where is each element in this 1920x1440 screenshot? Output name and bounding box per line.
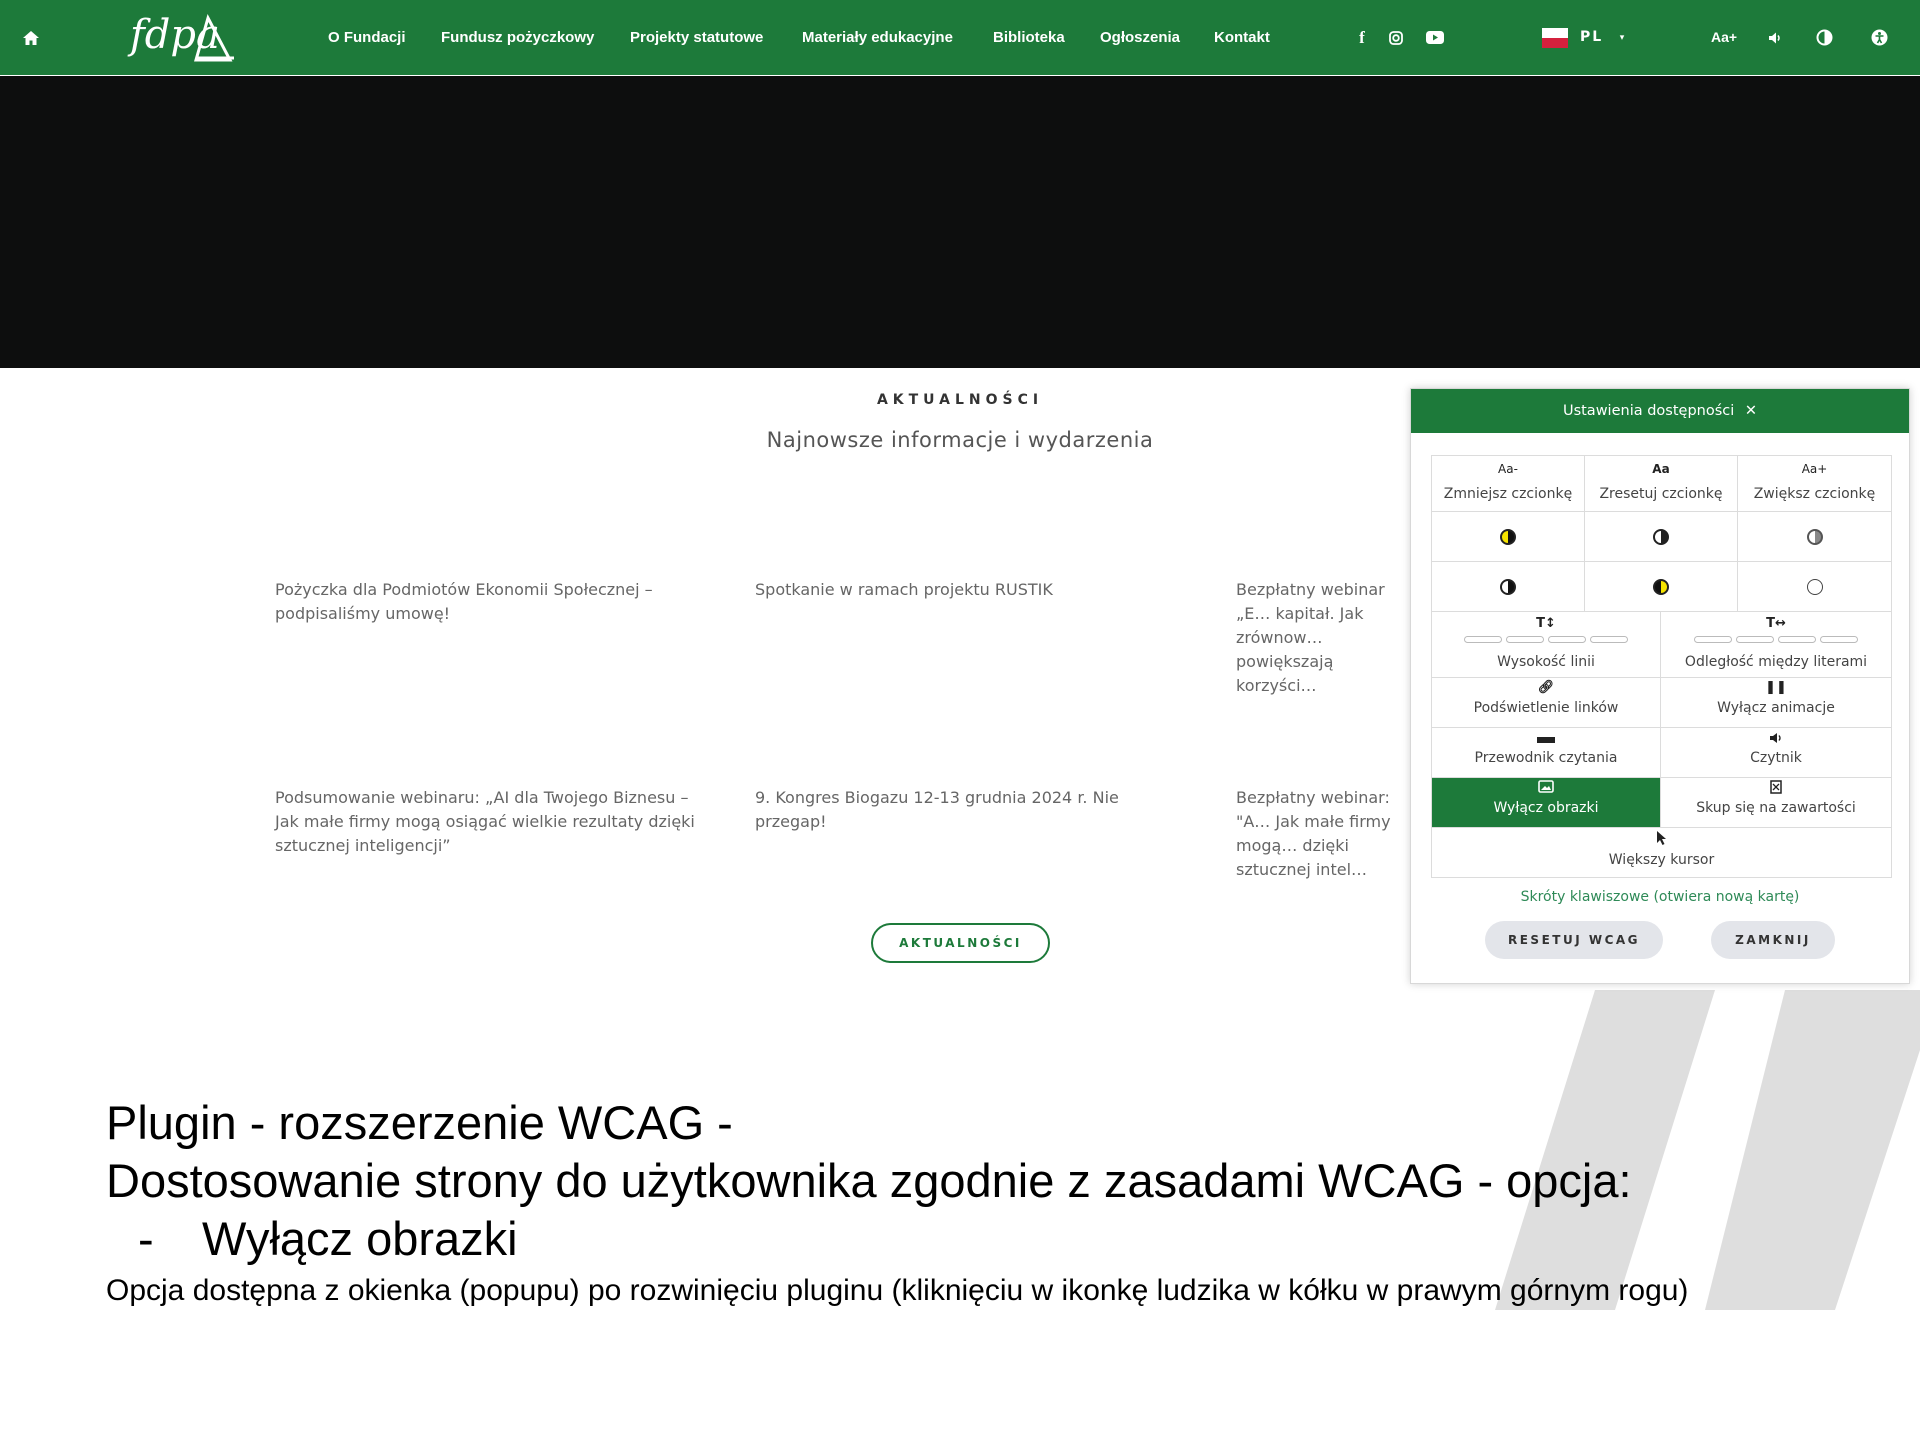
highlight-links-button[interactable] [1432, 678, 1661, 728]
news-item-title[interactable]: 9. Kongres Biogazu 12-13 grudnia 2024 r. Nie przegap! [755, 788, 1119, 831]
news-item-title[interactable]: Podsumowanie webinaru: „AI dla Twojego Biznesu – Jak małe firmy mogą osiągać wielkie rezultaty dzięki sztucznej inteligencji” [275, 788, 695, 855]
contrast-light-button[interactable] [1738, 562, 1891, 612]
close-panel-button[interactable]: ZAMKNIJ [1711, 921, 1835, 959]
stop-animations-label: Wyłącz animacje [1717, 700, 1835, 716]
decorative-stripes [1490, 990, 1920, 1310]
bigger-cursor-button[interactable] [1432, 828, 1891, 877]
slide-bullet-text: Wyłącz obrazki [202, 1212, 518, 1265]
focus-content-button[interactable] [1661, 778, 1891, 828]
contrast-yellow-black-button[interactable] [1432, 512, 1585, 562]
accessibility-settings-panel [1410, 388, 1910, 984]
stop-animations-button[interactable] [1661, 678, 1891, 728]
link-icon: 🔗︎ [1537, 680, 1555, 695]
close-icon[interactable]: ✕ [1744, 403, 1758, 419]
font-increase-icon: Aa+ [1801, 462, 1828, 476]
accessibility-icon[interactable] [1868, 0, 1890, 75]
home-icon[interactable] [18, 0, 44, 75]
youtube-icon[interactable] [1424, 0, 1446, 75]
pause-icon: ❚❚ [1765, 680, 1787, 695]
inverted-circle-icon [1500, 579, 1516, 595]
increase-font-label: Zwiększ czcionkę [1753, 486, 1876, 502]
reading-guide-button[interactable] [1432, 728, 1661, 778]
nav-o-fundacji[interactable]: O Fundacji [328, 29, 406, 46]
letter-spacing-label: Odległość między literami [1684, 654, 1868, 670]
instagram-icon[interactable] [1386, 0, 1406, 75]
slide-bullet-marker: - [138, 1212, 154, 1265]
cursor-icon [1432, 830, 1891, 849]
decrease-font-button[interactable] [1432, 456, 1585, 512]
logo-text: fdpa [130, 12, 220, 58]
half-yellow-right-circle-icon [1653, 579, 1669, 595]
fdpa-logo[interactable] [130, 8, 240, 68]
letter-spacing-level-indicator [1661, 636, 1891, 643]
half-yellow-circle-icon [1500, 529, 1516, 545]
contrast-grayscale-button[interactable] [1738, 512, 1891, 562]
nav-fundusz-pozyczkowy[interactable]: Fundusz pożyczkowy [441, 29, 595, 46]
nav-kontakt[interactable]: Kontakt [1214, 29, 1270, 46]
slide-title-line-1: Plugin - rozszerzenie WCAG - [106, 1096, 733, 1149]
speaker-icon[interactable] [1765, 0, 1785, 75]
image-icon [1432, 780, 1660, 796]
news-item-title[interactable]: Spotkanie w ramach projektu RUSTIK [755, 580, 1053, 599]
nav-materialy-edukacyjne[interactable]: Materiały edukacyjne [802, 29, 953, 46]
focus-content-label: Skup się na zawartości [1696, 800, 1856, 816]
panel-header [1411, 389, 1909, 433]
slide-title-line-2: Dostosowanie strony do użytkownika zgodnie z zasadami WCAG - opcja: [106, 1154, 1632, 1207]
focus-icon [1661, 780, 1891, 797]
reading-guide-label: Przewodnik czytania [1474, 750, 1618, 766]
screen-reader-button[interactable] [1661, 728, 1891, 778]
empty-circle-icon [1807, 579, 1823, 595]
contrast-high-button[interactable] [1585, 512, 1738, 562]
line-height-icon: T↕ [1536, 616, 1556, 631]
screen-reader-label: Czytnik [1750, 750, 1802, 766]
news-all-button[interactable]: AKTUALNOŚCI [871, 923, 1050, 963]
nav-ogloszenia[interactable]: Ogłoszenia [1100, 29, 1181, 46]
line-height-button[interactable] [1432, 612, 1661, 678]
hero-banner [0, 76, 1920, 368]
news-item-title[interactable]: Pożyczka dla Podmiotów Ekonomii Społecznej – podpisaliśmy umowę! [275, 580, 653, 623]
news-section-kicker: AKTUALNOŚCI [876, 392, 1044, 408]
font-decrease-icon: Aa- [1498, 462, 1518, 476]
ruler-icon [1432, 732, 1660, 746]
line-height-level-indicator [1432, 636, 1660, 643]
contrast-black-yellow-button[interactable] [1585, 562, 1738, 612]
chevron-down-icon[interactable]: ▾ [1619, 32, 1625, 43]
disable-images-label: Wyłącz obrazki [1493, 800, 1599, 816]
half-gray-circle-icon [1807, 529, 1823, 545]
language-selector[interactable]: PL [1580, 29, 1604, 45]
increase-font-button[interactable] [1738, 456, 1891, 512]
decrease-font-label: Zmniejsz czcionkę [1443, 486, 1573, 502]
letter-spacing-button[interactable] [1661, 612, 1891, 678]
nav-projekty-statutowe[interactable]: Projekty statutowe [630, 29, 764, 46]
top-navigation-bar [0, 0, 1920, 75]
contrast-icon[interactable] [1813, 0, 1835, 75]
half-black-circle-icon [1653, 529, 1669, 545]
speaker-icon [1661, 732, 1891, 747]
contrast-inverted-button[interactable] [1432, 562, 1585, 612]
letter-spacing-icon: T↔ [1766, 616, 1786, 631]
reset-wcag-button[interactable]: RESETUJ WCAG [1485, 921, 1663, 959]
font-reset-icon: Aa [1652, 462, 1670, 476]
nav-biblioteka[interactable]: Biblioteka [993, 29, 1065, 46]
font-size-toggle[interactable]: Aa+ [1711, 29, 1738, 45]
facebook-icon[interactable]: f [1359, 27, 1365, 47]
flag-pl-icon[interactable] [1542, 28, 1568, 48]
line-height-label: Wysokość linii [1497, 654, 1595, 670]
slide-note: Opcja dostępna z okienka (popupu) po rozwinięciu pluginu (kliknięciu w ikonkę ludzika w kółku w prawym górnym rogu) [106, 1274, 1689, 1307]
news-item-title[interactable]: Bezpłatny webinar „E… kapitał. Jak zrównow… powiększają korzyści… [1236, 580, 1385, 695]
reset-font-label: Zresetuj czcionkę [1599, 486, 1723, 502]
bigger-cursor-label: Większy kursor [1608, 852, 1715, 868]
highlight-links-label: Podświetlenie linków [1473, 700, 1619, 716]
keyboard-shortcuts-link[interactable]: Skróty klawiszowe (otwiera nową kartę) [1520, 889, 1800, 905]
reset-font-button[interactable] [1585, 456, 1738, 512]
accessibility-options-grid [1431, 455, 1892, 878]
news-item-title[interactable]: Bezpłatny webinar: "A… Jak małe firmy mogą… dzięki sztucznej intel… [1236, 788, 1391, 879]
panel-title: Ustawienia dostępności [1562, 403, 1735, 419]
news-section-heading: Najnowsze informacje i wydarzenia [766, 428, 1154, 452]
disable-images-button[interactable] [1432, 778, 1661, 828]
